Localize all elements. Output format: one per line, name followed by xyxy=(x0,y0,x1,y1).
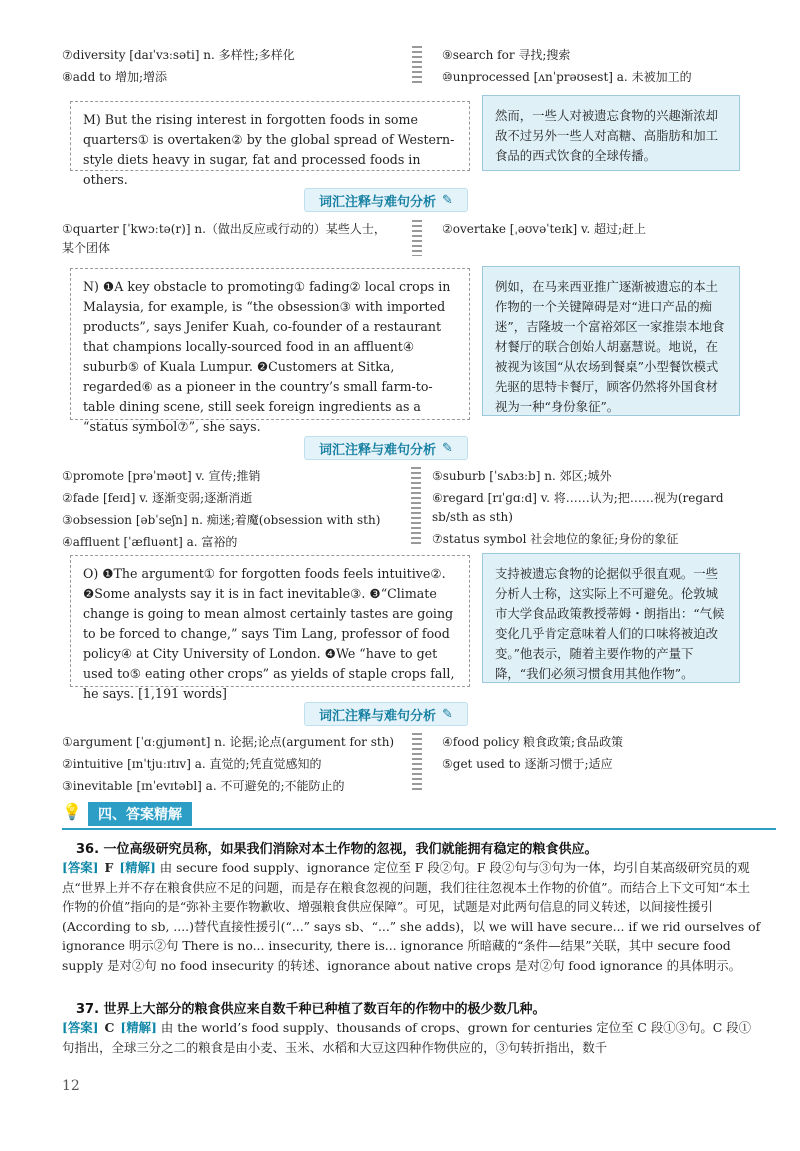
vocab-item: ⑩unprocessed [ʌnˈprəʊsest] a. 未被加工的 xyxy=(442,70,692,84)
answer-value: C xyxy=(104,1020,115,1035)
divider xyxy=(411,467,421,545)
section-title: 四、答案精解 xyxy=(88,802,192,826)
answer-37 xyxy=(62,1018,762,1057)
explanation-label: [精解] xyxy=(120,1020,157,1035)
vocab-o xyxy=(62,733,702,796)
explanation-label: [精解] xyxy=(119,860,156,875)
passage-en-n: N) ❶A key obstacle to promoting① fading② local crops in Malaysia, for example, is “the obsession③ with imported products”, says Jenifer Kuah, co-founder of a restaurant that champions locally-sourced food in an affluent④ suburb⑤ of Kuala Lumpur. ❷Customers at Sitka, regarded⑥ as a pioneer in the country’s small farm-to-table dining scene, still seek foreign ingredients as a “status symbol⑦”, she says. xyxy=(70,268,470,420)
vocab-item: ①argument [ˈɑːɡjumənt] n. 论据;论点(argument for sth) xyxy=(62,735,395,749)
vocab-item: ④affluent [ˈæfluənt] a. 富裕的 xyxy=(62,535,238,549)
vocab-item: ③inevitable [ɪnˈevɪtəbl] a. 不可避免的;不能防止的 xyxy=(62,779,345,793)
section-pill xyxy=(304,188,468,212)
passage-cn-n: 例如，在马来西亚推广逐渐被遗忘的本土作物的一个关键障碍是对“进口产品的痴迷”，吉隆坡一个富裕郊区一家推崇本地食材餐厅的联合创始人胡嘉慧说。地说，在被视为该国“从农场到餐桌”小型餐饮模式先驱的思特卡餐厅，顾客仍然将外国食材视为一种“身份象征”。 xyxy=(482,266,740,416)
answer-label: [答案] xyxy=(62,860,99,875)
vocab-item: ⑤suburb [ˈsʌbɜːb] n. 郊区;城外 xyxy=(432,469,612,483)
divider xyxy=(412,220,422,256)
pen-icon: ✎ xyxy=(442,706,453,722)
vocab-item: ⑥regard [rɪˈɡɑːd] v. 将……认为;把……视为(regard sb/sth as sth) xyxy=(432,491,724,524)
vocab-item: ⑧add to 增加;增添 xyxy=(62,70,167,84)
question-37: 37. 世界上大部分的粮食供应来自数千种已种植了数百年的作物中的极少数几种。 xyxy=(76,1002,546,1017)
answer-36 xyxy=(62,858,762,975)
section-pill xyxy=(304,436,468,460)
section-pill-label: 词汇注释与难句分析 xyxy=(319,194,437,210)
explanation-text: 由 the world’s food supply、thousands of crops、grown for centuries 定位至 C 段①③句。C 段①句指出，全球三分之二的粮食是由小麦、玉米、水稻和大豆这四种作物供应的，③句转折指出，数千 xyxy=(62,1020,751,1055)
section-header xyxy=(62,800,776,830)
pen-icon: ✎ xyxy=(442,440,453,456)
vocab-item: ⑨search for 寻找;搜索 xyxy=(442,48,571,62)
passage-en-o: O) ❶The argument① for forgotten foods feels intuitive②. ❷Some analysts say it is in fact inevitable③. ❸“Climate change is going to mean almost certainly tastes are going to be forced to change,” says Tim Lang, professor of food policy④ at City University of London. ❹We “have to get used to⑤ eating other crops” as yields of staple crops fall, he says. [1,191 words] xyxy=(70,555,470,687)
passage-cn-o: 支持被遗忘食物的论据似乎很直观。一些分析人士称，这实际上不可避免。伦敦城市大学食品政策教授蒂姆・朗指出：“气候变化几乎肯定意味着人们的口味将被迫改变。”他表示，随着主要作物的产量下降，“我们必须习惯食用其他作物”。 xyxy=(482,553,740,683)
vocab-item: ④food policy 粮食政策;食品政策 xyxy=(442,735,624,749)
vocab-n xyxy=(62,467,762,552)
pen-icon: ✎ xyxy=(442,192,453,208)
bulb-icon: 💡 xyxy=(62,802,82,821)
answer-value: F xyxy=(104,860,114,875)
answer-label: [答案] xyxy=(62,1020,99,1035)
divider xyxy=(412,46,422,86)
question-36: 36. 一位高级研究员称，如果我们消除对本土作物的忽视，我们就能拥有稳定的粮食供应。 xyxy=(76,842,598,857)
section-pill-label: 词汇注释与难句分析 xyxy=(319,442,437,458)
vocab-item: ②fade [feɪd] v. 逐渐变弱;逐渐消逝 xyxy=(62,491,253,505)
vocab-item: ⑦status symbol 社会地位的象征;身份的象征 xyxy=(432,532,679,546)
page-number: 12 xyxy=(62,1078,80,1094)
passage-en-m: M) But the rising interest in forgotten foods in some quarters① is overtaken② by the global spread of Western-style diets heavy in sugar, fat and processed foods in others. xyxy=(70,101,470,171)
vocab-item: ③obsession [əbˈseʃn] n. 痴迷;着魔(obsession with sth) xyxy=(62,513,381,527)
vocab-item: ①promote [prəˈməʊt] v. 宣传;推销 xyxy=(62,469,261,483)
divider xyxy=(412,733,422,793)
vocab-m xyxy=(62,220,702,258)
explanation-text: 由 secure food supply、ignorance 定位至 F 段②句。F 段②句与③句为一体，均引自某高级研究员的观点“世界上并不存在粮食供应不足的问题，而是存在粮食忽视的问题，我们往往忽视本土作物的价值”。而结合上下文可知“本土作物的价值”指向的是“弥补主要作物歉收、增强粮食供应保障”。可见，试题是对此两句信息的同义转述，以间接性援引(According to sb, ....)替代直接性援引(“...” says sb、“...” she adds)，以 we will have secure... if we rid ourselves of ignorance 明示②句 There is no... insecurity, there is... ignorance 所暗藏的“条件—结果”关联，其中 secure food supply 是对②句 no food insecurity 的转述、ignorance about native crops 是对②句 food ignorance 的具体明示。 xyxy=(62,860,761,973)
vocab-top xyxy=(62,46,702,87)
vocab-item: ②intuitive [ɪnˈtjuːɪtɪv] a. 直觉的;凭直觉感知的 xyxy=(62,757,322,771)
vocab-item: ⑤get used to 逐渐习惯于;适应 xyxy=(442,757,613,771)
vocab-item: ②overtake [ˌəʊvəˈteɪk] v. 超过;赶上 xyxy=(442,222,647,236)
section-pill xyxy=(304,702,468,726)
passage-cn-m: 然而，一些人对被遗忘食物的兴趣渐浓却敌不过另外一些人对高糖、高脂肪和加工食品的西式饮食的全球传播。 xyxy=(482,95,740,171)
section-pill-label: 词汇注释与难句分析 xyxy=(319,708,437,724)
vocab-item: ⑦diversity [daɪˈvɜːsəti] n. 多样性;多样化 xyxy=(62,48,295,62)
vocab-item: ①quarter [ˈkwɔːtə(r)] n.（做出反应或行动的）某些人士，某个团体 xyxy=(62,222,386,255)
